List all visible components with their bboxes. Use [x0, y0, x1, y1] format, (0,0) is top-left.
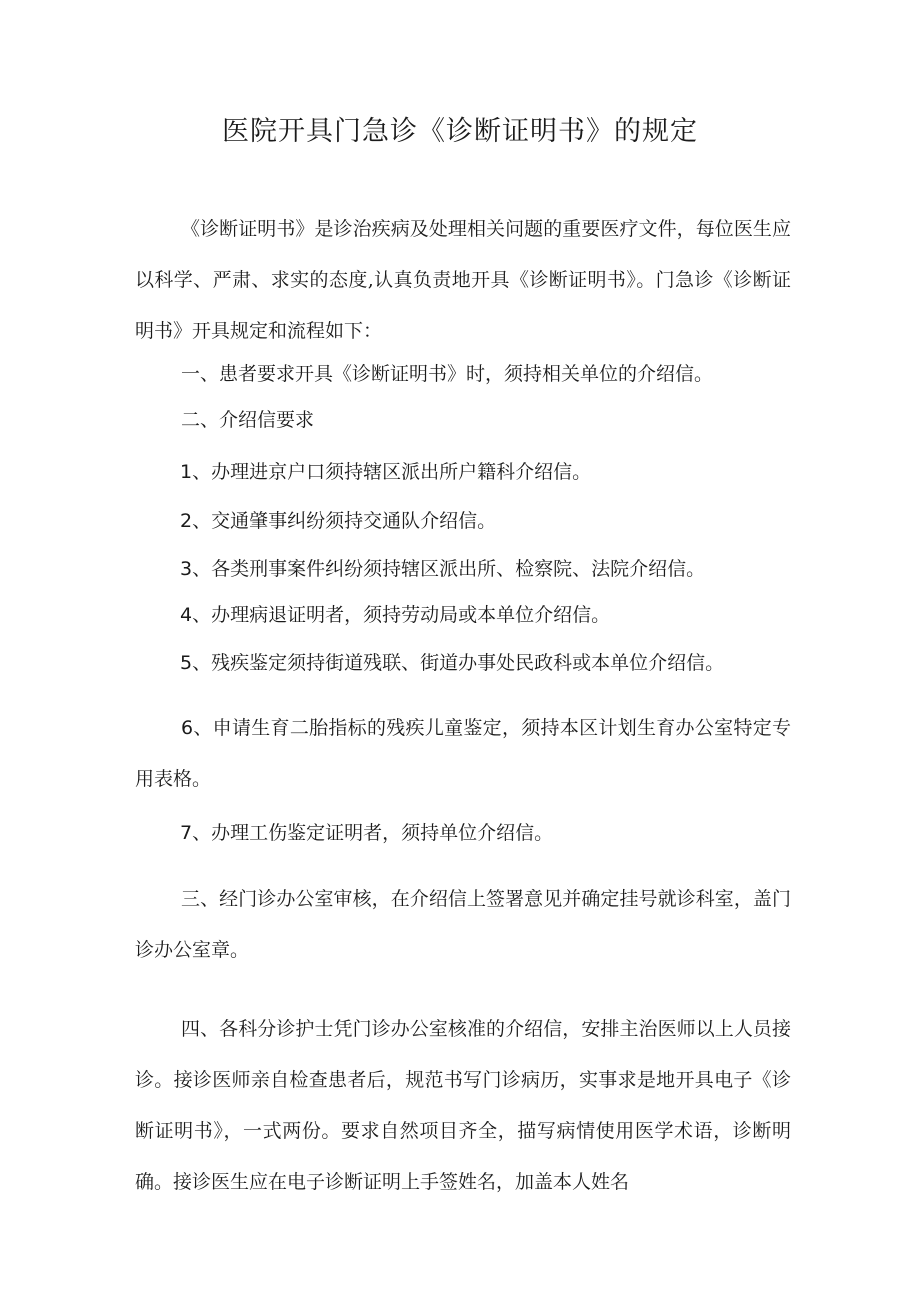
item-number: 2 — [180, 510, 193, 532]
intro-paragraph: 《诊断证明书》是诊治疾病及处理相关问题的重要医疗文件，每位医生应以科学、严肃、求实的态度,认真负责地开具《诊断证明书》。门急诊《诊断证明书》开具规定和流程如下： — [135, 218, 791, 342]
item-number: 4 — [180, 604, 193, 626]
requirement-item-3 — [180, 554, 705, 584]
requirement-item-6 — [135, 703, 791, 805]
requirement-item-7 — [180, 818, 553, 848]
section-2-heading: 二、介绍信要求 — [181, 409, 315, 431]
item-text: 、申请生育二胎指标的残疾儿童鉴定，须持本区计划生育办公室特定专用表格。 — [135, 717, 791, 790]
item-number: 6 — [181, 717, 194, 739]
section-3-paragraph: 三、经门诊办公室审核，在介绍信上签署意见并确定挂号就诊科室，盖门诊办公室章。 — [135, 888, 791, 961]
requirement-item-2 — [180, 506, 496, 536]
requirement-item-5 — [180, 648, 724, 678]
item-text: 、办理病退证明者，须持劳动局或本单位介绍信。 — [192, 604, 611, 626]
item-number: 7 — [180, 822, 193, 844]
item-number: 1 — [180, 461, 193, 483]
item-text: 、办理进京户口须持辖区派出所户籍科介绍信。 — [192, 461, 592, 483]
item-text: 、残疾鉴定须持街道残联、街道办事处民政科或本单位介绍信。 — [192, 652, 725, 674]
requirement-item-1 — [180, 457, 591, 487]
document-title: 医院开具门急诊《诊断证明书》的规定 — [222, 116, 698, 147]
section-1-paragraph: 一、患者要求开具《诊断证明书》时，须持相关单位的介绍信。 — [181, 363, 714, 385]
section-4-paragraph: 四、各科分诊护士凭门诊办公室核准的介绍信，安排主治医师以上人员接诊。接诊医师亲自检查患者后，规范书写门诊病历，实事求是地开具电子《诊断证明书》，一式两份。要求自然项目齐全，描写病情使用医学术语，诊断明确。接诊医生应在电子诊断证明上手签姓名，加盖本人姓名 — [135, 1018, 791, 1193]
requirement-item-4 — [180, 600, 610, 630]
item-number: 5 — [180, 652, 193, 674]
item-text: 、各类刑事案件纠纷须持辖区派出所、检察院、法院介绍信。 — [192, 558, 706, 580]
item-number: 3 — [180, 558, 193, 580]
item-text: 、交通肇事纠纷须持交通队介绍信。 — [192, 510, 497, 532]
item-text: 、办理工伤鉴定证明者，须持单位介绍信。 — [192, 822, 554, 844]
